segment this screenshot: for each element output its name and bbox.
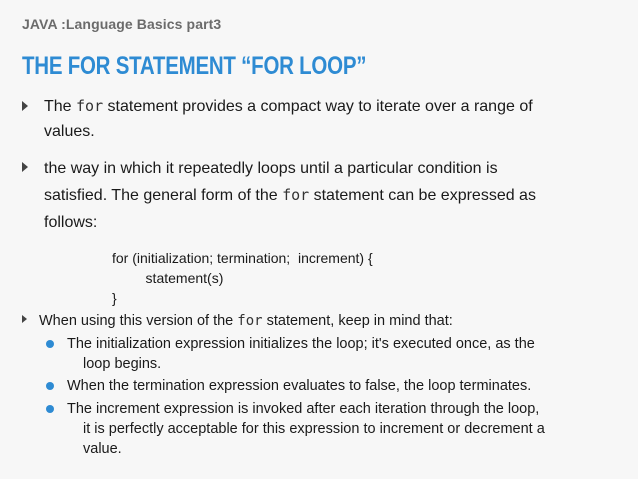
slide-header: JAVA :Language Basics part3 [22,16,222,32]
triangle-bullet-icon [22,101,28,111]
triangle-bullet-icon [22,162,28,172]
sub-item-line1: When the termination expression evaluates to false, the loop terminates. [67,378,532,394]
bullet-text [44,155,616,236]
sub-item-line2: loop begins. [83,356,162,372]
bullet-text [39,309,611,334]
bullet-text-pre: satisfied. The general form of the [44,187,283,204]
code-keyword: for [76,97,104,115]
code-line-1: for (initialization; termination; increment) { [112,250,373,266]
code-line-2: statement(s) [130,270,224,286]
bullet-text [44,94,616,144]
code-keyword: for [237,313,263,329]
dot-bullet-icon [46,382,54,390]
sub-item-line3: value. [83,441,122,457]
sub-item-line2: it is perfectly acceptable for this expression to increment or decrement a [83,421,545,437]
bullet-text-post: statement, keep in mind that: [262,313,453,329]
bullet-text-line1: the way in which it repeatedly loops until a particular condition is [44,160,498,177]
bullet-text-post: statement can be expressed as [309,187,536,204]
code-keyword: for [282,186,310,204]
sub-item-line1: The initialization expression initializes the loop; it's executed once, as the [67,336,535,352]
bullet-text-post: statement provides a compact way to iterate over a range of [103,98,533,115]
code-block [112,248,373,308]
bullet-text-line3: follows: [44,214,98,231]
sub-item-text [67,334,627,374]
triangle-bullet-icon [22,315,27,323]
dot-bullet-icon [46,405,54,413]
dot-bullet-icon [46,340,54,348]
bullet-text-pre: The [44,98,77,115]
bullet-text-pre: When using this version of the [39,313,238,329]
sub-item-text [67,376,627,396]
bullet-text-line2: values. [44,123,95,140]
slide-title: THE FOR STATEMENT “FOR LOOP” [22,52,367,80]
sub-item-line1: The increment expression is invoked after each iteration through the loop, [67,401,540,417]
code-line-3: } [112,290,117,306]
sub-item-text [67,399,627,459]
